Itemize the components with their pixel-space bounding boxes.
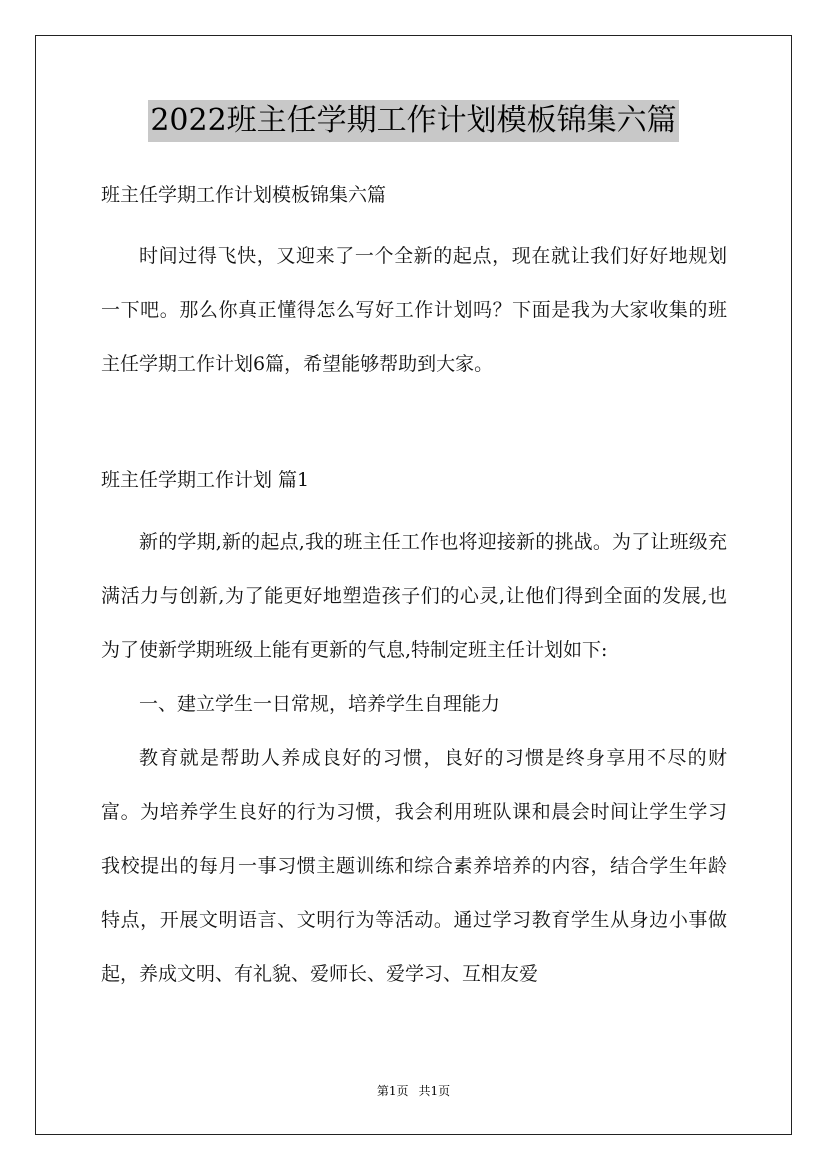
list-item-heading: 一、建立学生一日常规，培养学生自理能力	[139, 693, 501, 715]
body-paragraph: 新的学期,新的起点,我的班主任工作也将迎接新的挑战。为了让班级充满活力与创新,为了能更好地塑造孩子们的心灵,让他们得到全面的发展,也为了使新学期班级上能有更新的气息,特制定班主任计划如下:	[101, 531, 727, 661]
title-container	[0, 100, 827, 142]
document-title: 2022班主任学期工作计划模板锦集六篇	[148, 100, 678, 142]
page-number-total: 共1页	[418, 1084, 451, 1098]
body-paragraph: 教育就是帮助人养成良好的习惯，良好的习惯是终身享用不尽的财富。为培养学生良好的行为习惯，我会利用班队课和晨会时间让学生学习我校提出的每月一事习惯主题训练和综合素养培养的内容，结合学生年龄特点，开展文明语言、文明行为等活动。通过学习教育学生从身边小事做起，养成文明、有礼貌、爱师长、爱学习、互相友爱	[101, 747, 727, 985]
page-number-current: 第1页	[376, 1084, 409, 1098]
section-heading: 班主任学期工作计划 篇1	[101, 469, 310, 491]
intro-paragraph: 时间过得飞快，又迎来了一个全新的起点，现在就让我们好好地规划一下吧。那么你真正懂得怎么写好工作计划吗？下面是我为大家收集的班主任学期工作计划6篇，希望能够帮助到大家。	[101, 245, 727, 375]
document-body	[101, 176, 727, 1001]
page-footer	[0, 1083, 827, 1099]
document-subtitle: 班主任学期工作计划模板锦集六篇	[101, 184, 387, 206]
